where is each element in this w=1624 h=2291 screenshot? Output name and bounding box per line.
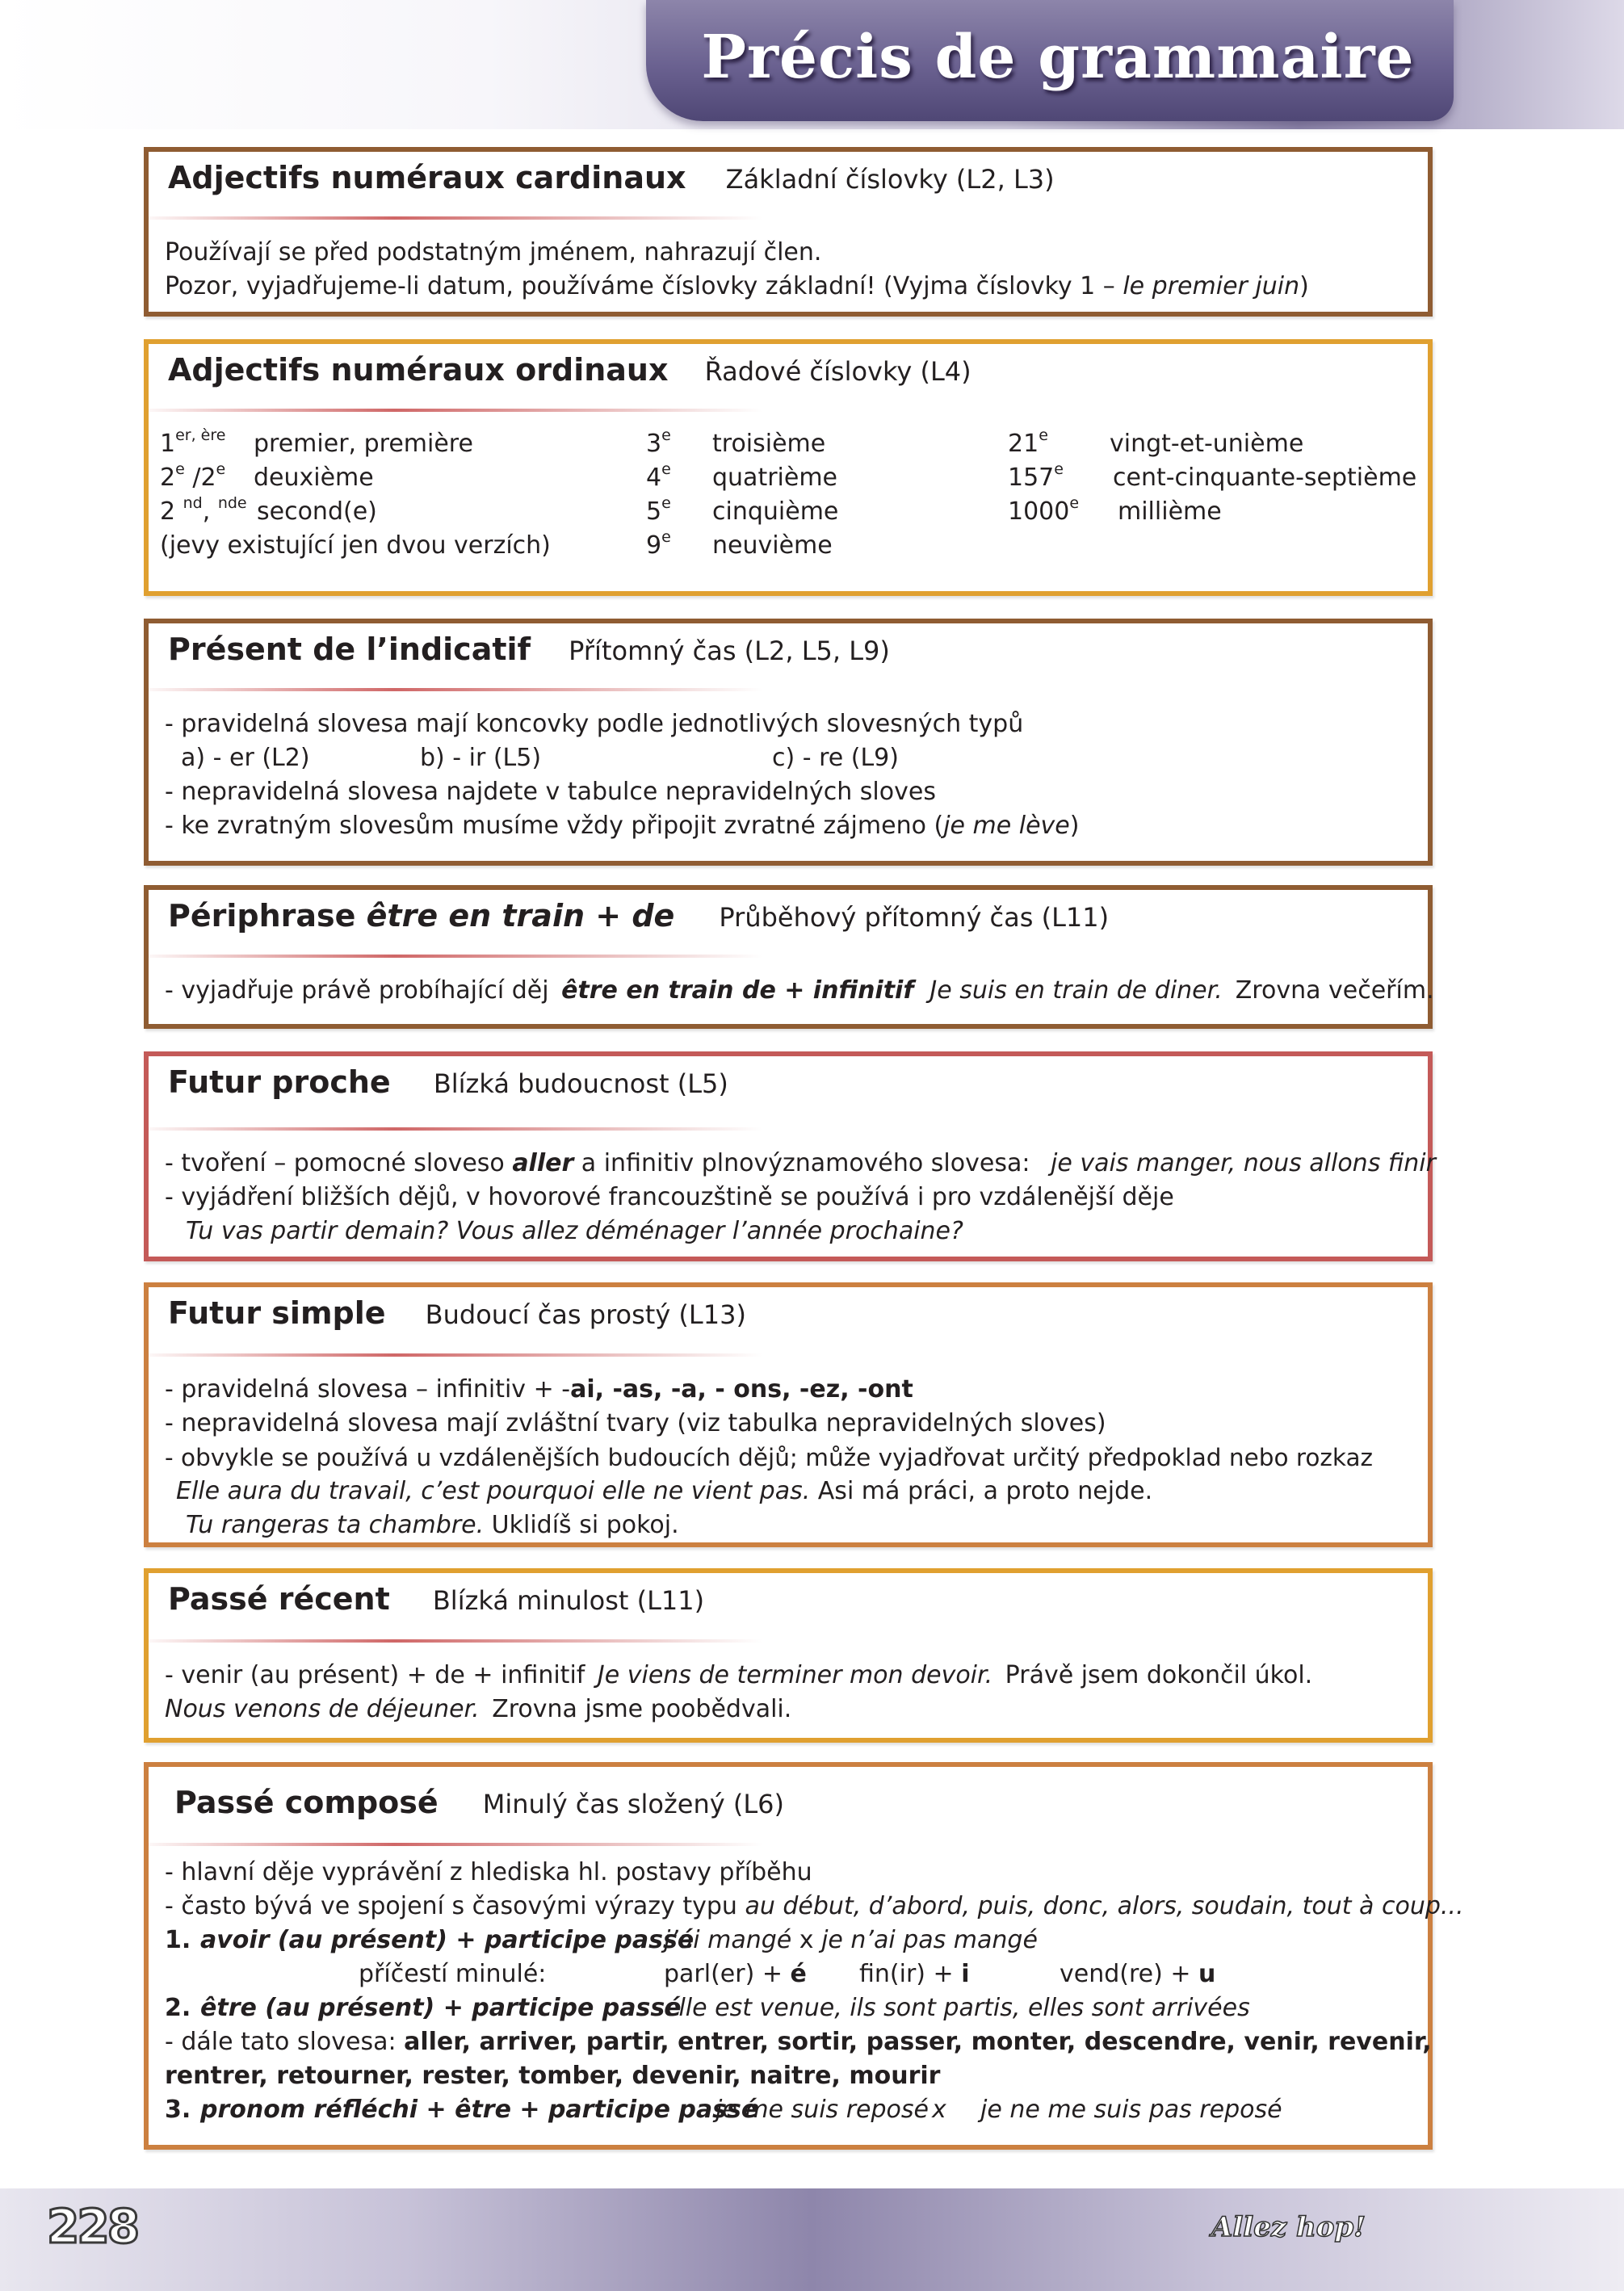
section-subtitle: Blízká minulost (L11)	[432, 1585, 705, 1616]
section-body	[165, 1373, 1416, 1542]
title-underline	[149, 688, 762, 691]
title-underline	[149, 409, 762, 412]
text-line: - tvoření – pomocné sloveso aller a infinitiv plnovýznamového slovesa: je vais manger, nous allons finir	[165, 1149, 1436, 1177]
section-title: Passé composé	[174, 1785, 439, 1820]
section-body	[165, 974, 1434, 1008]
section-body	[165, 1856, 1464, 2127]
ordinal-word: millième	[1118, 497, 1222, 526]
text-line: Tu rangeras ta chambre. Uklidíš si pokoj.	[186, 1511, 679, 1539]
ordinal-number: 4e	[646, 460, 671, 492]
ordinal-number: 157e	[1008, 460, 1064, 492]
section-title: Futur simple	[168, 1295, 386, 1331]
text-line: Tu vas partir demain? Vous allez déménager l’année prochaine?	[186, 1217, 963, 1245]
ordinal-number: 21e	[1008, 426, 1048, 458]
ordinal-word: second(e)	[257, 497, 377, 526]
ordinal-number: $1^{er, ère}$	[160, 426, 226, 458]
section-periphrase	[144, 885, 1433, 1029]
ordinal-word: cent-cinquante-septième	[1113, 464, 1417, 492]
ordinal-number: 3e	[646, 426, 671, 458]
section-title: Périphrase être en train + de	[168, 898, 675, 934]
title-underline	[149, 1843, 762, 1846]
section-header	[168, 1295, 746, 1331]
section-futur-proche	[144, 1051, 1436, 1261]
ordinal-word: quatrième	[712, 464, 838, 492]
text-line: - často bývá ve spojení s časovými výrazy typu au début, d’abord, puis, donc, alors, soudain, tout à coup...	[165, 1892, 1464, 1920]
text-line: - venir (au présent) + de + infinitif Je viens de terminer mon devoir. Právě jsem dokončil úkol.	[165, 1661, 1313, 1689]
section-futur-simple	[144, 1282, 1433, 1547]
section-subtitle: Řadové číslovky (L4)	[704, 356, 971, 387]
text-line: - pravidelná slovesa mají koncovky podle jednotlivých slovesných typů	[165, 710, 1024, 738]
section-body	[165, 707, 1416, 843]
section-cardinaux	[144, 147, 1433, 317]
text-line: Používají se před podstatným jménem, nahrazují člen.	[165, 238, 822, 266]
section-body	[165, 1147, 1436, 1248]
section-body	[165, 1659, 1416, 1727]
page-title: Précis de grammaire	[701, 23, 1415, 92]
section-subtitle: Základní číslovky (L2, L3)	[725, 164, 1055, 195]
text-line: - nepravidelná slovesa najdete v tabulce nepravidelných sloves	[165, 778, 936, 806]
text-line: rentrer, retourner, rester, tomber, devenir, naitre, mourir	[165, 2062, 941, 2090]
section-subtitle: Budoucí čas prostý (L13)	[425, 1299, 746, 1330]
footer-band	[0, 2188, 1624, 2291]
section-ordinaux	[144, 339, 1433, 596]
section-subtitle: Minulý čas složený (L6)	[482, 1789, 785, 1819]
text-line: - dále tato slovesa: aller, arriver, partir, entrer, sortir, passer, monter, descendre, venir, revenir,	[165, 2028, 1432, 2056]
section-header	[168, 1064, 728, 1100]
text-line: - vyjadřuje právě probíhající děj être en train de + infinitif Je suis en train de diner. Zrovna večeřím.	[165, 976, 1434, 1005]
section-header	[168, 1785, 784, 1820]
text-line: - nepravidelná slovesa mají zvláštní tvary (viz tabulka nepravidelných sloves)	[165, 1409, 1106, 1437]
section-subtitle: Průběhový přítomný čas (L11)	[719, 902, 1110, 933]
section-passe-compose	[144, 1762, 1464, 2150]
text-line: - pravidelná slovesa – infinitiv + -ai, -as, -a, - ons, -ez, -ont	[165, 1375, 913, 1404]
section-title: Passé récent	[168, 1581, 390, 1617]
title-underline	[149, 1639, 762, 1643]
title-underline	[149, 1127, 762, 1131]
section-header	[168, 160, 1055, 195]
section-title: Adjectifs numéraux cardinaux	[168, 160, 686, 195]
section-subtitle: Přítomný čas (L2, L5, L9)	[569, 636, 890, 666]
text-line: a) - er (L2) b) - ir (L5) c) - re (L9)	[181, 744, 899, 772]
section-header	[168, 1581, 704, 1617]
ordinal-word: cinquième	[712, 497, 839, 526]
page-number: 228	[47, 2199, 138, 2254]
text-line: - ke zvratným slovesům musíme vždy připojit zvratné zájmeno (je me lève)	[165, 812, 1080, 840]
ordinal-number: 5e	[646, 494, 671, 526]
section-header	[168, 631, 890, 667]
title-underline	[149, 216, 762, 220]
text-line: 2. être (au présent) + participe passé elle est venue, ils sont partis, elles sont arrivées	[165, 1994, 1250, 2022]
book-logo: Allez hop!	[1211, 2211, 1366, 2243]
section-passe-recent	[144, 1568, 1433, 1743]
text-line: Elle aura du travail, c’est pourquoi elle ne vient pas. Asi má práci, a proto nejde.	[176, 1477, 1153, 1505]
ordinal-number: 2 $^{nd}$, $^{nde}$	[160, 494, 247, 526]
ordinal-word: troisième	[712, 430, 826, 458]
ordinal-word: vingt-et-unième	[1110, 430, 1304, 458]
section-header	[168, 352, 971, 388]
text-line: 1. avoir (au présent) + participe passé j’ai mangé x je n’ai pas mangé	[165, 1926, 1038, 1954]
text-line: Pozor, vyjadřujeme-li datum, používáme číslovky základní! (Vyjma číslovky 1 – le premier juin)	[165, 272, 1309, 300]
text-line: 3. pronom réfléchi + être + participe passé je me suis reposé x je ne me suis pas reposé	[165, 2096, 1282, 2124]
ordinal-word: deuxième	[254, 464, 374, 492]
section-title: Présent de l’indicatif	[168, 631, 531, 667]
ordinal-number: 1000e	[1008, 494, 1080, 526]
ordinal-number: 2e /2e	[160, 460, 226, 492]
section-title: Futur proche	[168, 1064, 391, 1100]
title-underline	[149, 1353, 762, 1357]
section-header	[168, 898, 1109, 934]
ordinal-note: (jevy existující jen dvou verzích)	[160, 531, 551, 560]
section-subtitle: Blízká budoucnost (L5)	[433, 1068, 728, 1099]
text-line: - obvykle se používá u vzdálenějších budoucích dějů; může vyjadřovat určitý předpoklad nebo rozkaz	[165, 1444, 1374, 1471]
text-line: - hlavní děje vyprávění z hlediska hl. postavy příběhu	[165, 1858, 812, 1886]
text-line: příčestí minulé: parl(er) + é fin(ir) + i vend(re) + u	[359, 1960, 1216, 1988]
text-line: - vyjádření bližších dějů, v hovorové francouzštině se používá i pro vzdálenější děje	[165, 1183, 1174, 1211]
title-underline	[149, 955, 762, 958]
section-body	[165, 236, 1416, 304]
section-present	[144, 619, 1433, 866]
section-title: Adjectifs numéraux ordinaux	[168, 352, 669, 388]
ordinal-word: neuvième	[712, 531, 833, 560]
ordinal-word: premier, première	[254, 430, 473, 458]
text-line: Nous venons de déjeuner. Zrovna jsme poobědvali.	[165, 1695, 792, 1723]
ordinal-number: 9e	[646, 528, 671, 560]
